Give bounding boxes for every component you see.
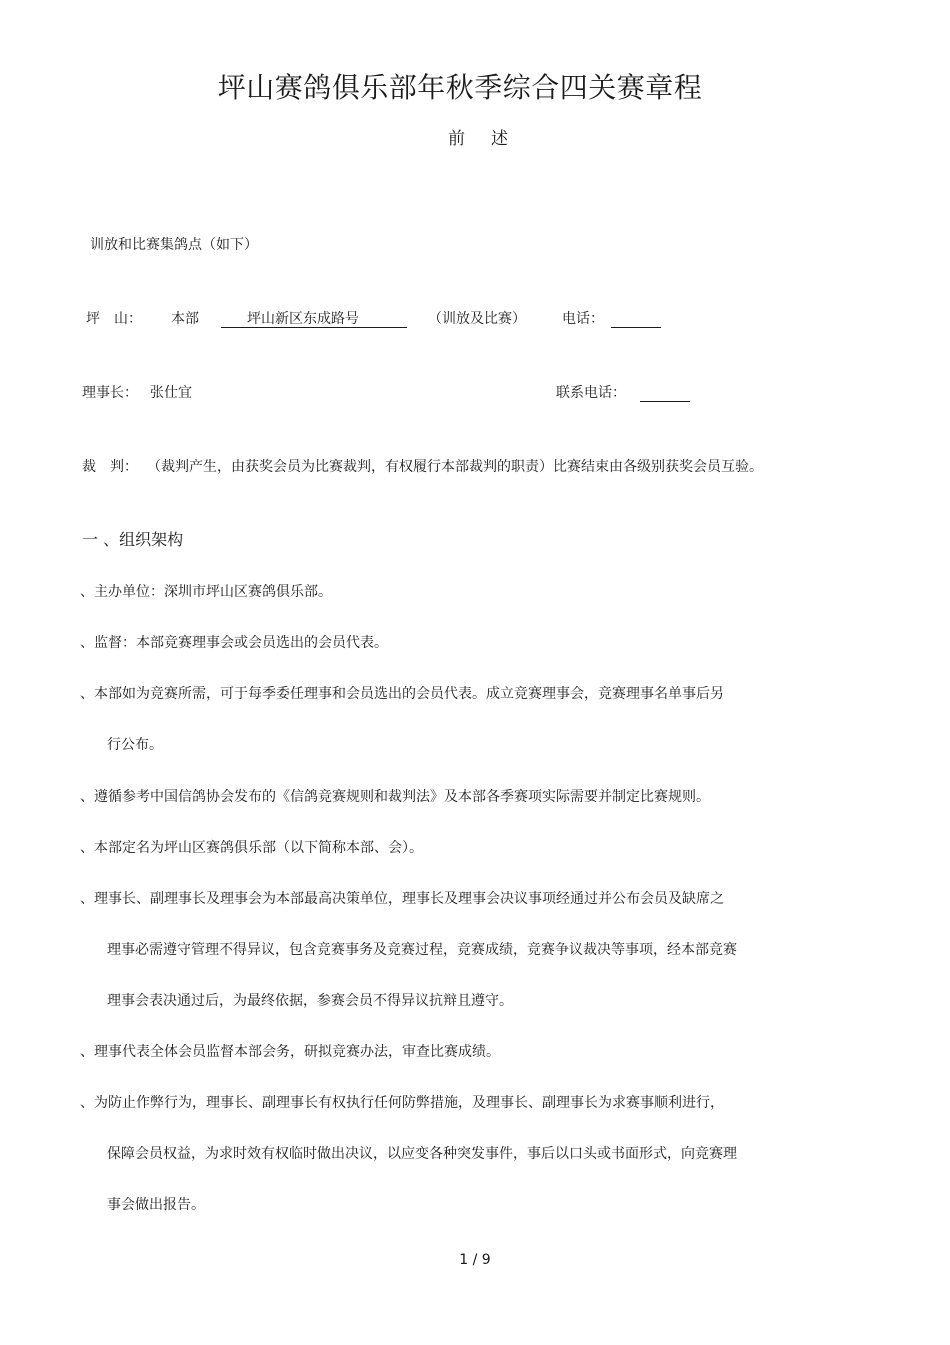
list-item: 、主办单位：深圳市坪山区赛鸽俱乐部。: [80, 584, 332, 600]
list-item: 、监督：本部竞赛理事会或会员选出的会员代表。: [80, 635, 388, 651]
location-phone-label: 电话：: [562, 311, 604, 327]
address-underline: [221, 327, 407, 328]
page-number: 1 / 9: [459, 1252, 491, 1268]
list-item-continuation: 行公布。: [107, 737, 163, 753]
list-item: 、理事代表全体会员监督本部会务，研拟竞赛办法，审查比赛成绩。: [80, 1044, 500, 1060]
list-item-continuation: 理事必需遵守管理不得异议，包含竞赛事务及竞赛过程，竞赛成绩，竞赛争议裁决等事项，经本部竞赛: [107, 942, 737, 958]
location-address: 坪山新区东成路号: [247, 311, 359, 327]
preface-char-2: 述: [491, 129, 508, 149]
referee-label: 裁 判：: [82, 459, 138, 475]
chairman-name: 张仕宜: [150, 385, 192, 401]
list-item: 、为防止作弊行为，理事长、副理事长有权执行任何防弊措施，及理事长、副理事长为求赛事顺利进行，: [80, 1095, 724, 1111]
list-item-continuation: 事会做出报告。: [107, 1197, 205, 1213]
list-item-continuation: 理事会表决通过后，为最终依据，参赛会员不得异议抗辩且遵守。: [107, 993, 513, 1009]
location-hq: 本部: [171, 311, 199, 327]
list-item-continuation: 保障会员权益，为求时效有权临时做出决议，以应变各种突发事件，事后以口头或书面形式，向竞赛理: [107, 1146, 737, 1162]
referee-text: （裁判产生，由获奖会员为比赛裁判，有权履行本部裁判的职责）比赛结束由各级别获奖会员互验。: [147, 459, 763, 475]
chairman-label: 理事长：: [82, 385, 138, 401]
location-region: 坪 山：: [86, 311, 142, 327]
location-purpose: （训放及比赛）: [428, 311, 526, 327]
preface-char-1: 前: [448, 129, 465, 149]
chairman-phone-blank: [640, 401, 690, 402]
preface-heading: [448, 129, 508, 149]
chairman-phone-label: 联系电话：: [556, 385, 626, 401]
list-item: 、本部如为竞赛所需，可于每季委任理事和会员选出的会员代表。成立竞赛理事会，竞赛理事名单事后另: [80, 686, 724, 702]
location-phone-blank: [611, 327, 661, 328]
gathering-points-heading: 训放和比赛集鸽点（如下）: [90, 237, 258, 253]
list-item: 、遵循参考中国信鸽协会发布的《信鸽竞赛规则和裁判法》及本部各季赛项实际需要并制定比赛规则。: [80, 789, 710, 805]
list-item: 、理事长、副理事长及理事会为本部最高决策单位，理事长及理事会决议事项经通过并公布会员及缺席之: [80, 891, 724, 907]
section-heading: 一 、组织架构: [82, 530, 184, 549]
list-item: 、本部定名为坪山区赛鸽俱乐部（以下简称本部、会）。: [80, 840, 423, 856]
document-title: 坪山赛鸽俱乐部年秋季综合四关赛章程: [217, 71, 703, 104]
